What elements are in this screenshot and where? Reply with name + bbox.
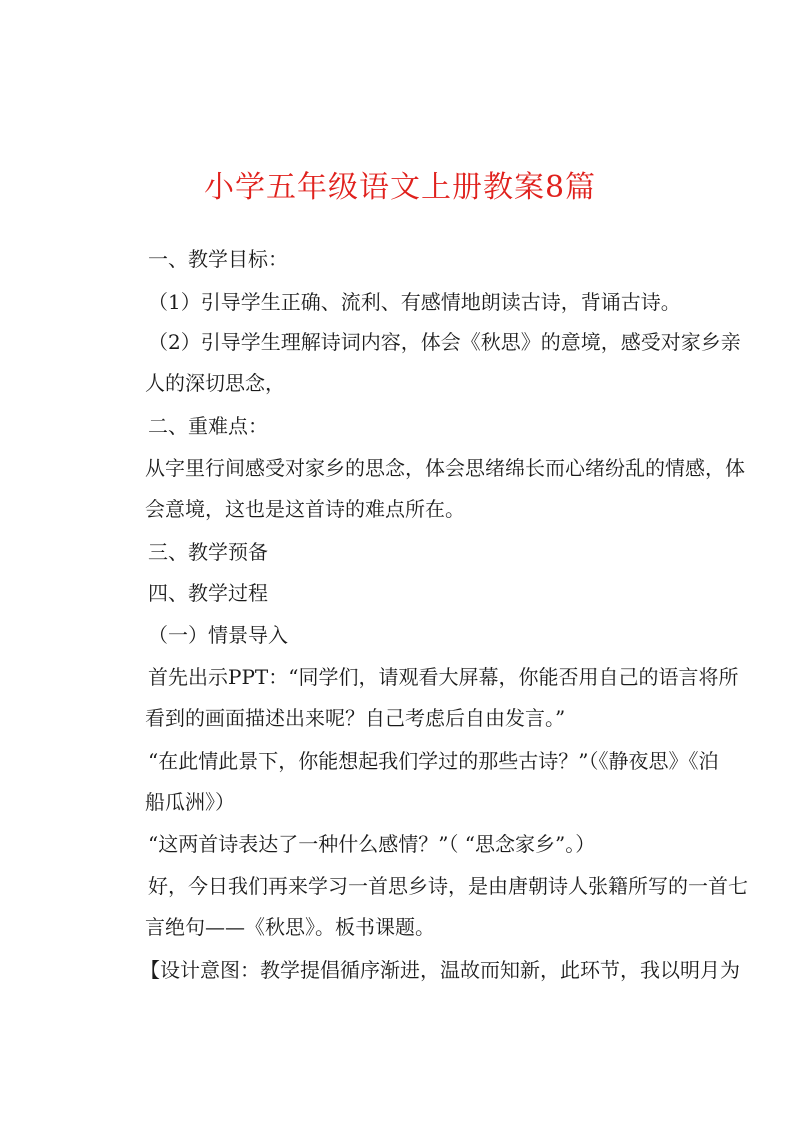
heading-teaching-preparation: 三、教学预备 xyxy=(148,540,268,564)
paragraph-line: 从字里行间感受对家乡的思念，体会思绪绵长而心绪纷乱的情感，体 xyxy=(145,456,745,480)
paragraph-line: 好，今日我们再来学习一首思乡诗，是由唐朝诗人张籍所写的一首七 xyxy=(148,874,748,898)
heading-teaching-goals: 一、教学目标： xyxy=(148,247,288,271)
subheading-scene-intro: （一）情景导入 xyxy=(148,623,288,647)
heading-teaching-process: 四、教学过程 xyxy=(148,581,268,605)
paragraph-line: （1）引导学生正确、流利、有感情地朗读古诗，背诵古诗。 xyxy=(148,290,681,314)
paragraph-line: “在此情此景下，你能想起我们学过的那些古诗？”（《静夜思》《泊 xyxy=(148,749,719,773)
paragraph-line: 会意境，这也是这首诗的难点所在。 xyxy=(145,497,465,521)
paragraph-line: 看到的画面描述出来呢？自己考虑后自由发言。” xyxy=(145,706,566,730)
paragraph-line: “这两首诗表达了一种什么感情？”（ “思念家乡”。） xyxy=(148,832,596,856)
paragraph-line: 言绝句——《秋思》。板书课题。 xyxy=(145,915,435,939)
paragraph-line: （2）引导学生理解诗词内容，体会《秋思》的意境，感受对家乡亲 xyxy=(148,330,741,354)
heading-key-difficulties: 二、重难点： xyxy=(148,414,268,438)
paragraph-line: 【设计意图：教学提倡循序渐进，温故而知新，此环节，我以明月为 xyxy=(140,958,740,982)
paragraph-line: 首先出示PPT：“同学们，请观看大屏幕，你能否用自己的语言将所 xyxy=(148,665,739,689)
document-title: 小学五年级语文上册教案8篇 xyxy=(203,170,597,205)
paragraph-line: 人的深切思念， xyxy=(145,371,285,395)
paragraph-line: 船瓜洲》） xyxy=(145,790,235,814)
